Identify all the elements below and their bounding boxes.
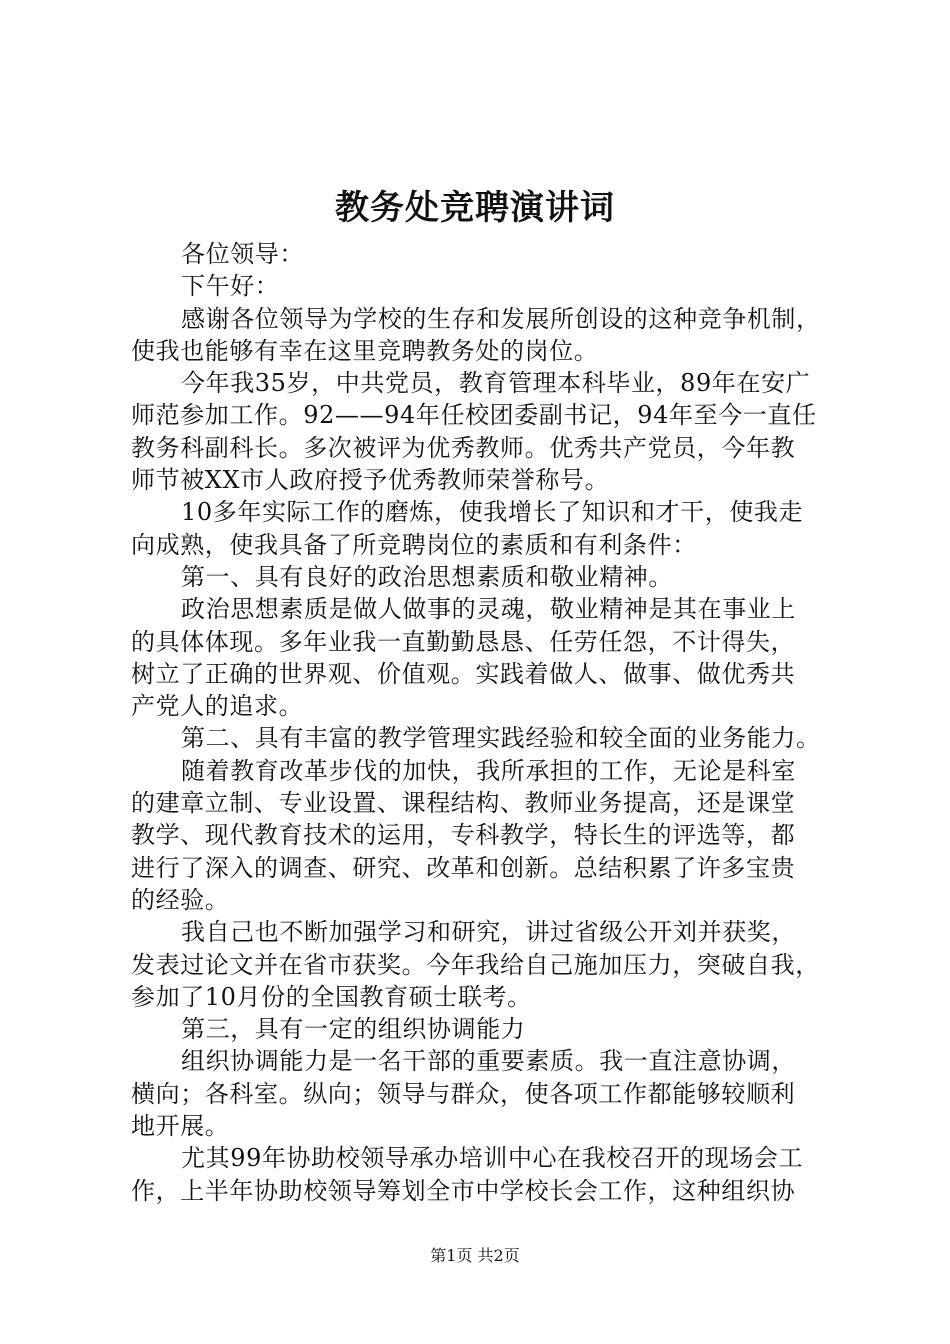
paragraph: 随着教育改革步伐的加快，我所承担的工作，无论是科室 的建章立制、专业设置、课程结构、教师业务提高，还是课堂 教学、现代教育技术的运用，专科教学，特长生的评选等，都 进行了深入的调查、研究、改革和创新。总结积累了许多宝贵 的经验。: [131, 756, 796, 914]
paragraph: 10多年实际工作的磨炼，使我增长了知识和才干，使我走 向成熟，使我具备了所竞聘岗位的素质和有利条件：: [131, 498, 804, 559]
paragraph-heading: 第一、具有良好的政治思想素质和敬业精神。: [181, 562, 673, 591]
paragraph: 感谢各位领导为学校的生存和发展所创设的这种竞争机制， 使我也能够有幸在这里竞聘教务处的岗位。: [131, 304, 821, 365]
paragraph: 今年我35岁，中共党员，教育管理本科毕业，89年在安广 师范参加工作。92——94年任校团委副书记，94年至今一直任 教务科副科长。多次被评为优秀教师。优秀共产党员，今年教 师节被XX市人政府授予优秀教师荣誉称号。: [131, 369, 817, 495]
paragraph: 政治思想素质是做人做事的灵魂，敬业精神是其在事业上 的具体体现。多年业我一直勤勤恳恳、任劳任怨，不计得失， 树立了正确的世界观、价值观。实践着做人、做事、做优秀共 产党人的追求。: [131, 595, 796, 721]
document-body: [131, 238, 851, 1207]
paragraph: 我自己也不断加强学习和研究，讲过省级公开刘并获奖， 发表过论文并在省市获奖。今年我给自己施加压力，突破自我， 参加了10月份的全国教育硕士联考。: [131, 918, 820, 1011]
paragraph: 组织协调能力是一名干部的重要素质。我一直注意协调， 横向；各科室。纵向；领导与群众，使各项工作都能够较顺利 地开展。: [131, 1047, 796, 1141]
paragraph-heading: 第三，具有一定的组织协调能力: [181, 1015, 526, 1044]
paragraph-greeting: 下午好：: [181, 272, 280, 301]
page-number: 第1页 共2页: [430, 1246, 520, 1265]
paragraph-salutation: 各位领导：: [181, 240, 304, 268]
paragraph-heading: 第二、具有丰富的教学管理实践经验和较全面的业务能力。: [181, 724, 821, 753]
document-title: 教务处竞聘演讲词: [335, 188, 615, 228]
paragraph: 尤其99年协助校领导承办培训中心在我校召开的现场会工 作，上半年协助校领导筹划全市中学校长会工作，这种组织协: [131, 1144, 804, 1205]
